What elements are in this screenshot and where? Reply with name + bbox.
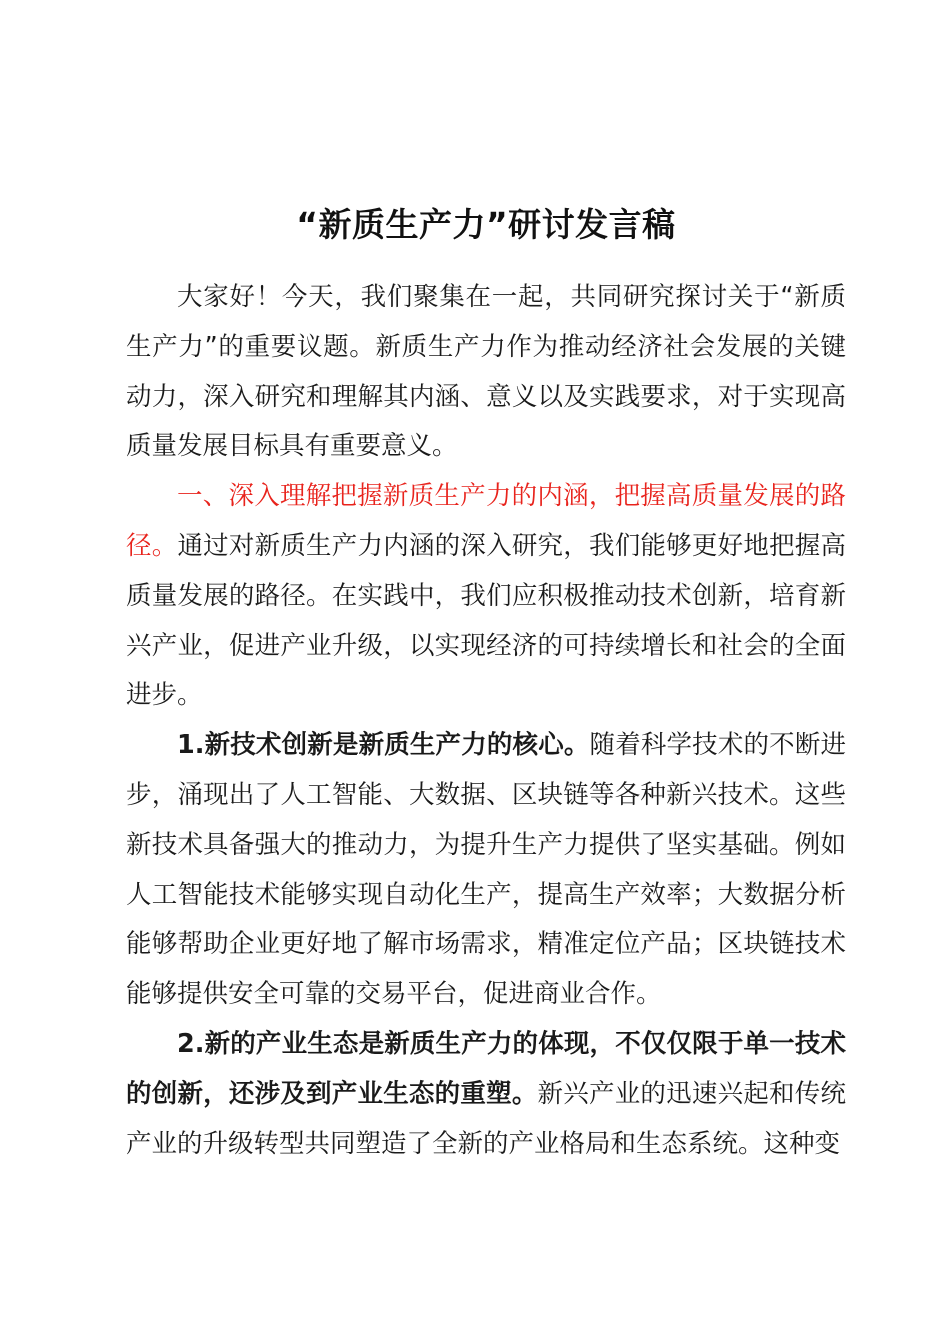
intro-text: 大家好！今天，我们聚集在一起，共同研究探讨关于“新质生产力”的重要议题。新质生产力作为推动经济社会发展的关键动力，深入研究和理解其内涵、意义以及实践要求，对于实现高质量发展目标具有重要意义。: [126, 282, 846, 462]
intro-paragraph: [126, 273, 846, 472]
document-title: “新质生产力”研讨发言稿: [296, 205, 676, 244]
document-page: [126, 200, 846, 1169]
item-1-body: 随着科学技术的不断进步，涌现出了人工智能、大数据、区块链等各种新兴技术。这些新技术具备强大的推动力，为提升生产力提供了坚实基础。例如人工智能技术能够实现自动化生产，提高生产效率；大数据分析能够帮助企业更好地了解市场需求，精准定位产品；区块链技术能够提供安全可靠的交易平台，促进商业合作。: [126, 730, 846, 1010]
item-2-body: 新兴产业的迅速兴起和传统产业的升级转型共同塑造了全新的产业格局和生态系统。这种变: [126, 1078, 846, 1159]
item-1-heading: 1.新技术创新是新质生产力的核心。: [177, 730, 590, 761]
section-1-heading: 一、深入理解把握新质生产力的内涵，把握高质量发展的路径。: [126, 481, 846, 561]
item-2-heading: 2.新的产业生态是新质生产力的体现，不仅仅限于单一技术的创新，还涉及到产业生态的重塑。: [126, 1028, 846, 1109]
section-1-body: 通过对新质生产力内涵的深入研究，我们能够更好地把握高质量发展的路径。在实践中，我们应积极推动技术创新，培育新兴产业，促进产业升级，以实现经济的可持续增长和社会的全面进步。: [126, 530, 846, 711]
section-1-paragraph: [126, 472, 846, 721]
item-1-paragraph: [126, 721, 846, 1020]
item-2-paragraph: [126, 1020, 846, 1169]
